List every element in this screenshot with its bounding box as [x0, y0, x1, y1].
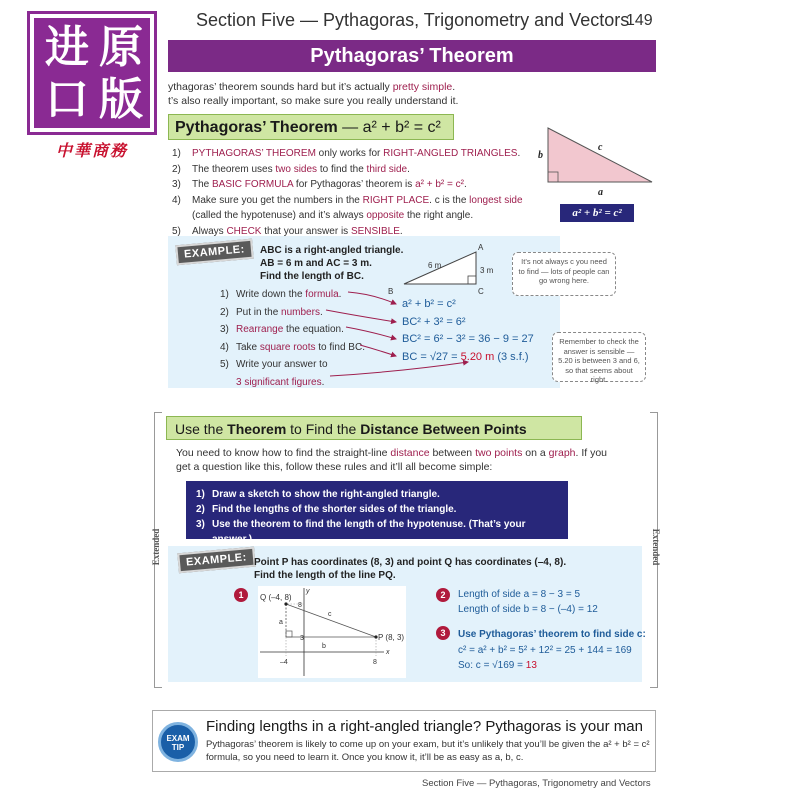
x-axis-label: x	[386, 649, 390, 656]
text-segment: for Pythagoras’ theorem is	[293, 179, 416, 190]
highlight-text: Rearrange	[236, 324, 284, 335]
page-title: Pythagoras’ Theorem	[168, 40, 656, 72]
example1-answers	[402, 296, 534, 366]
example2-question	[254, 556, 566, 582]
pythagoras-heading	[168, 114, 454, 140]
highlight-text: 3 significant figures	[236, 376, 322, 388]
example1-steps	[220, 286, 390, 391]
text-segment: Put in the	[236, 306, 282, 318]
text-segment: Always	[192, 225, 227, 237]
text-segment: . c is the	[429, 194, 470, 206]
text-segment: Distance Between Points	[360, 421, 527, 437]
final-answer-value: 5.20 m	[460, 350, 495, 363]
step-line: Length of side a = 8 − 3 = 5	[458, 589, 581, 600]
side-b-label: b	[538, 150, 543, 161]
intro-line: t’s also really important, so make sure you really understand it.	[168, 95, 459, 107]
step-text	[236, 374, 324, 392]
text-segment: Make sure you get the numbers in the	[192, 194, 363, 206]
highlight-text: RIGHT-ANGLED TRIANGLES	[383, 148, 518, 159]
section-header: Section Five — Pythagoras, Trigonometry and Vectors	[196, 10, 630, 30]
highlight-text: BASIC FORMULA	[212, 179, 294, 190]
rule-item	[172, 162, 548, 178]
step-number: 2	[436, 588, 450, 602]
logo-char: 版	[99, 74, 143, 125]
highlight-text: RIGHT PLACE	[362, 194, 430, 206]
step3-text	[458, 627, 646, 674]
extended-label: Extended	[651, 528, 661, 566]
step-number: 1)	[220, 289, 229, 300]
final-answer	[402, 349, 534, 367]
distance-heading	[166, 416, 582, 440]
text-segment: .	[407, 163, 410, 175]
text-segment: .	[319, 306, 323, 318]
highlight-text: two points	[475, 447, 523, 459]
distance-step	[196, 487, 568, 502]
side-ac-label: 3 m	[480, 266, 494, 275]
rule-number: 2)	[172, 163, 181, 175]
question-line: ABC is a right-angled triangle.	[260, 245, 404, 256]
text-segment: .	[463, 179, 467, 190]
text-segment: Theorem	[227, 421, 287, 437]
tick-label-xneg4: –4	[280, 659, 288, 666]
text-segment: The theorem uses	[192, 163, 276, 175]
step-number: 3)	[196, 519, 205, 530]
side-c-label: c	[328, 611, 332, 618]
text-segment: .	[321, 376, 325, 388]
example-step	[220, 356, 390, 374]
text-segment: Write your answer to	[236, 359, 328, 370]
logo-char: 原	[99, 22, 143, 73]
highlight-text: third side	[366, 163, 408, 175]
logo-subtitle: 中華商務	[55, 141, 128, 160]
step-text	[236, 321, 344, 339]
example1-tag: EXAMPLE:	[175, 239, 253, 266]
distance-step	[196, 502, 568, 517]
tick-label-x8: 8	[373, 659, 377, 666]
point-q-label: Q (–4, 8)	[260, 593, 292, 602]
step-text: Draw a sketch to show the right-angled triangle.	[212, 489, 440, 500]
highlight-text: PYTHAGORAS’ THEOREM	[192, 148, 316, 159]
logo-char: 口	[45, 74, 89, 125]
intro-text	[168, 80, 638, 108]
rule-number: 1)	[172, 148, 181, 159]
rule-number: 4)	[172, 194, 181, 206]
text-segment: on a	[522, 447, 549, 459]
page-number: 149	[626, 12, 653, 29]
question-line: Find the length of the line PQ.	[254, 570, 396, 581]
publisher-logo	[14, 6, 166, 164]
exam-tip-badge	[158, 722, 198, 762]
heading-text: Pythagoras’ Theorem	[175, 119, 338, 136]
step-text	[236, 286, 341, 304]
rule-text	[192, 177, 467, 193]
text-segment: .	[517, 148, 521, 159]
theorem-rules-list	[172, 146, 548, 239]
highlight-text: distance	[390, 447, 430, 459]
highlight-text: square roots	[259, 341, 316, 353]
distance-step	[196, 517, 568, 547]
tip-note: It’s not always c you need to find — lots of people can go wrong here.	[512, 252, 616, 296]
y-axis-label: y	[306, 588, 310, 595]
text-segment: (called the hypotenuse) and it’s always	[192, 210, 367, 221]
rule-item	[172, 146, 548, 162]
example-step	[220, 374, 390, 392]
step-number: 2)	[220, 306, 229, 318]
formula-box: a² + b² = c²	[560, 204, 634, 222]
highlight-text: a² + b² = c²	[415, 179, 464, 190]
example-step	[220, 339, 390, 357]
step-line: Length of side b = 8 − (–4) = 12	[458, 604, 598, 615]
step-number: 3	[436, 626, 450, 640]
step-number: 3)	[220, 324, 229, 335]
exam-tip-title: Finding lengths in a right-angled triangle? Pythagoras is your man	[206, 718, 643, 735]
rule-item	[172, 177, 548, 193]
check-note: Remember to check the answer is sensible — 5.20 is between 3 and 6, so that seems about right.	[552, 332, 646, 382]
step-text: Use the theorem to find the length of the hypotenuse. (That’s your answer.)	[212, 519, 526, 545]
coordinate-graph	[258, 586, 406, 678]
highlight-text: CHECK	[226, 225, 262, 237]
logo-char: 进	[45, 22, 89, 73]
step3-final	[458, 658, 646, 674]
side-ab-label: 6 m	[428, 261, 442, 270]
text-segment: The	[192, 179, 213, 190]
answer-line: BC² = 6² − 3² = 36 − 9 = 27	[402, 333, 534, 345]
intro-highlight: pretty simple	[392, 81, 453, 93]
answer-line: a² + b² = c²	[402, 298, 456, 310]
text-segment: the right angle.	[404, 210, 474, 221]
step-line: c² = a² + b² = 5² + 12² = 25 + 144 = 169	[458, 644, 632, 656]
point-p-label: P (8, 3)	[378, 633, 405, 642]
highlight-text: graph	[548, 447, 576, 459]
logo-box	[30, 14, 154, 132]
text-segment: to find the	[317, 163, 367, 175]
side-a-label: a	[598, 187, 603, 198]
step-text	[236, 356, 328, 374]
step-number: 5)	[220, 359, 229, 370]
rule-text	[192, 162, 410, 178]
side-c-label: c	[598, 142, 603, 153]
step3-final-text: So: c = √169 =	[458, 660, 526, 671]
step-number: 1	[234, 588, 248, 602]
point-q	[284, 602, 287, 605]
example2-tag: EXAMPLE:	[177, 547, 255, 574]
right-angle-mark	[286, 631, 292, 637]
example-step	[220, 286, 390, 304]
highlight-text: longest side	[469, 194, 523, 206]
text-segment: .	[399, 225, 403, 237]
example-step	[220, 304, 390, 322]
answer-line: BC² + 3² = 6²	[402, 315, 466, 328]
text-segment: only works for	[315, 148, 384, 159]
vertex-b: B	[388, 287, 394, 296]
side-a-label: a	[279, 619, 283, 626]
heading-formula: a² + b² = c²	[362, 119, 441, 136]
highlight-text: formula	[305, 289, 339, 300]
text-segment: to find BC.	[315, 341, 365, 353]
highlight-text: two sides	[275, 163, 318, 175]
highlight-text: opposite	[366, 210, 405, 221]
text-segment: to Find the	[286, 421, 361, 437]
step-text	[236, 304, 323, 322]
step2-text	[458, 587, 598, 617]
rule-text	[192, 193, 548, 224]
text-segment: Take	[236, 341, 260, 353]
vertex-c: C	[478, 287, 484, 296]
text-segment: the equation.	[283, 324, 344, 335]
rule-text	[192, 146, 520, 162]
rule-item	[172, 193, 548, 224]
intro-text-part: ythagoras’ theorem sounds hard but it’s actually	[168, 81, 393, 93]
tick-label-y8: 8	[298, 602, 302, 609]
example-step	[220, 321, 390, 339]
page-footer: Section Five — Pythagoras, Trigonometry and Vectors	[422, 778, 651, 789]
text-segment: between	[429, 447, 476, 459]
badge-line: EXAM	[166, 734, 190, 743]
step-text: Find the lengths of the shorter sides of the triangle.	[212, 504, 457, 515]
step3-final-value: 13	[525, 660, 537, 671]
text-segment: Use the	[175, 421, 228, 437]
distance-intro	[176, 446, 616, 474]
extended-label: Extended	[151, 528, 161, 566]
exam-tip-text: Pythagoras’ theorem is likely to come up on your exam, but it’s unlikely that you’ll be given the a² + b² = c² formula, so you need to learn it. Once you know it, it’ll be as easy as a, b, c.	[206, 739, 650, 763]
text-segment: You need to know how to find the straight-line	[176, 447, 391, 459]
text-segment: . If you get a question like this, follow these rules and it’ll all become simple:	[176, 447, 608, 473]
question-line: AB = 6 m and AC = 3 m.	[260, 258, 372, 269]
vertex-a: A	[478, 243, 484, 252]
text-segment: .	[338, 289, 342, 300]
question-line: Point P has coordinates (8, 3) and point Q has coordinates (–4, 8).	[254, 557, 567, 568]
step-number: 2)	[196, 504, 205, 515]
step-number	[220, 374, 236, 392]
step-line: Use Pythagoras’ theorem to find side c:	[458, 629, 646, 640]
distance-steps-box	[186, 481, 568, 545]
step-number: 1)	[196, 489, 205, 500]
highlight-text: SENSIBLE	[350, 225, 400, 237]
side-b-label: b	[322, 643, 326, 650]
step-text	[236, 339, 365, 357]
example1-triangle	[388, 242, 508, 298]
example1-question	[260, 244, 403, 283]
heading-dash: —	[337, 119, 363, 136]
final-answer-precision: (3 s.f.)	[494, 350, 529, 363]
rule-number: 5)	[172, 225, 181, 237]
triangle-shape	[548, 128, 652, 182]
final-answer-text: BC = √27 =	[402, 350, 461, 363]
intro-text-part: .	[452, 81, 456, 93]
rule-number: 3)	[172, 179, 181, 190]
text-segment: that your answer is	[261, 225, 351, 237]
badge-line: TIP	[171, 743, 185, 752]
tick-label-y3: 3	[300, 635, 304, 642]
text-segment: Write down the	[236, 289, 306, 300]
step-number: 4)	[220, 341, 229, 353]
question-line: Find the length of BC.	[260, 271, 364, 282]
highlight-text: numbers	[281, 306, 320, 318]
